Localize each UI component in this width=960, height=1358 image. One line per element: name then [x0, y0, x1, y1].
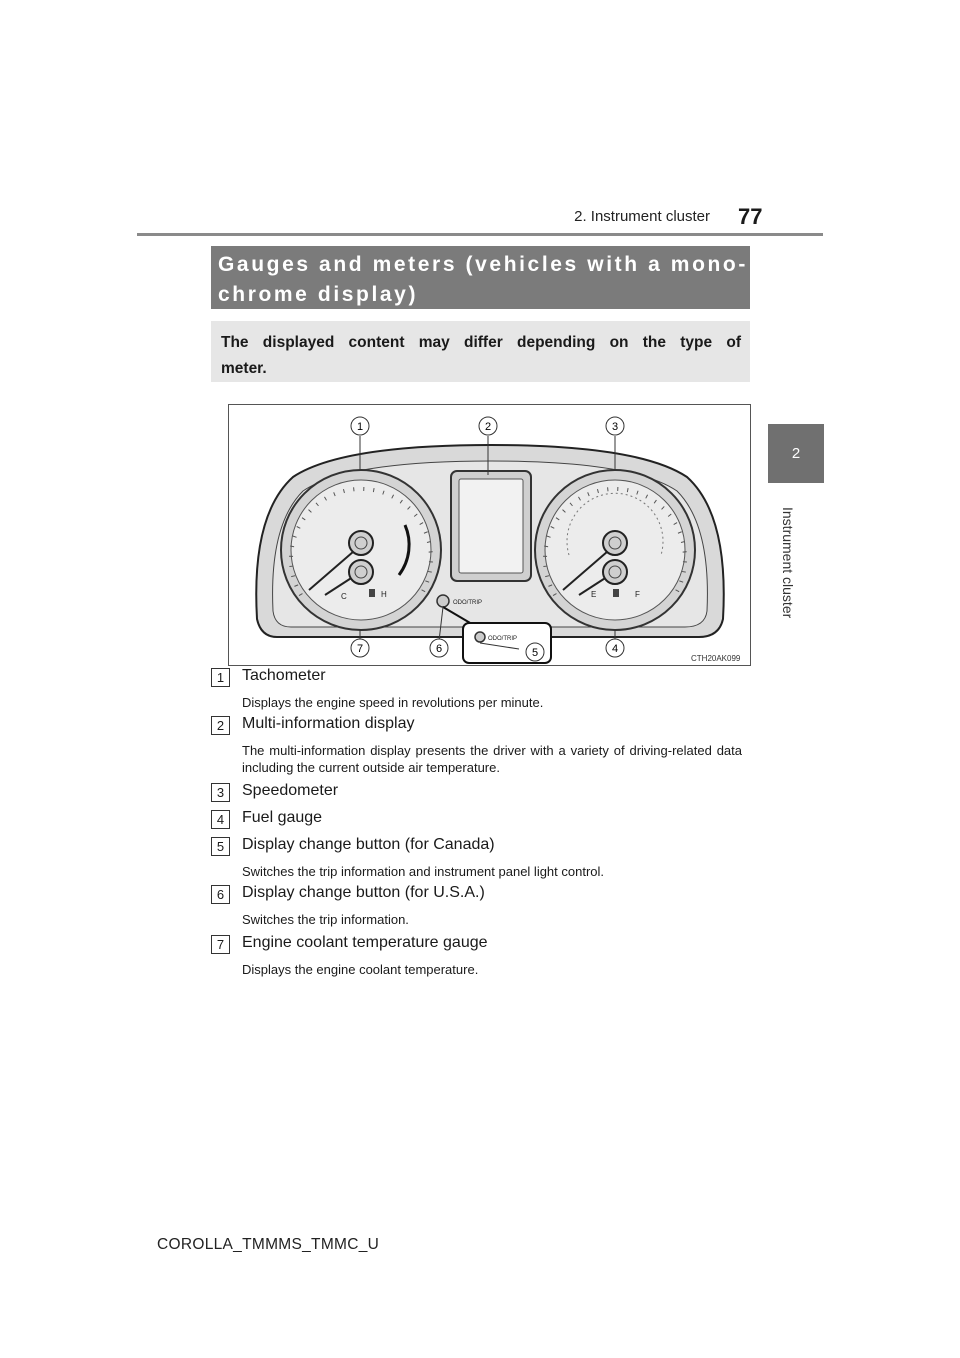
chapter-tab — [768, 424, 824, 483]
header-rule — [137, 233, 823, 236]
page-number: 77 — [738, 204, 763, 229]
item-number-badge: 4 — [211, 810, 230, 829]
page-title: Gauges and meters (vehicles with a mono-chrome display) — [218, 253, 748, 306]
instrument-cluster-figure — [228, 404, 751, 666]
speedometer-gauge — [535, 470, 695, 630]
item-number-badge: 5 — [211, 837, 230, 856]
tachometer-gauge — [281, 470, 441, 630]
figure-code: CTH20AK099 — [691, 654, 741, 663]
instrument-cluster-illustration — [229, 405, 750, 665]
item-title: Multi-information display — [242, 715, 415, 732]
item-title: Display change button (for Canada) — [242, 836, 495, 853]
display-change-button-usa — [437, 595, 449, 607]
inset-button-label: ODO/TRIP — [488, 636, 518, 642]
callout-7: 7 — [356, 643, 364, 655]
chapter-number: 2 — [791, 445, 801, 462]
item-number-badge: 3 — [211, 783, 230, 802]
fuel-empty-mark: E — [591, 590, 597, 599]
callout-1: 1 — [356, 421, 364, 433]
item-title: Speedometer — [242, 782, 339, 799]
item-title: Engine coolant temperature gauge — [242, 934, 488, 951]
item-description: Displays the engine speed in revolutions per minute. — [242, 695, 544, 710]
model-code: COROLLA_TMMMS_TMMC_U — [157, 1236, 380, 1253]
item-number-badge: 6 — [211, 885, 230, 904]
coolant-cold-mark: C — [341, 592, 347, 601]
item-number-badge: 7 — [211, 935, 230, 954]
item-description: Displays the engine coolant temperature. — [242, 962, 479, 977]
item-number-badge: 2 — [211, 716, 230, 735]
coolant-hot-mark: H — [381, 590, 387, 599]
item-title: Display change button (for U.S.A.) — [242, 884, 485, 901]
coolant-icon — [369, 589, 375, 597]
fuel-full-mark: F — [635, 590, 640, 599]
item-description: Switches the trip information and instrument panel light control. — [242, 864, 605, 879]
item-title: Tachometer — [242, 667, 326, 684]
item-title: Fuel gauge — [242, 809, 323, 826]
callout-6: 6 — [435, 643, 443, 655]
callout-5: 5 — [531, 647, 539, 659]
item-number-badge: 1 — [211, 668, 230, 687]
fuel-pump-icon — [613, 589, 619, 597]
callout-2: 2 — [484, 421, 492, 433]
item-description: Switches the trip information. — [242, 912, 409, 927]
button-label: ODO/TRIP — [453, 600, 483, 606]
item-description: The multi-information display presents the driver with a variety of driving-related data including the current outside air temperature. — [242, 743, 742, 775]
chapter-label: Instrument cluster — [780, 507, 796, 619]
callout-3: 3 — [611, 421, 619, 433]
intro-text: The displayed content may differ depending on the type of meter. — [221, 334, 741, 377]
section-header: 2. Instrument cluster — [574, 208, 710, 225]
callout-4: 4 — [611, 643, 619, 655]
